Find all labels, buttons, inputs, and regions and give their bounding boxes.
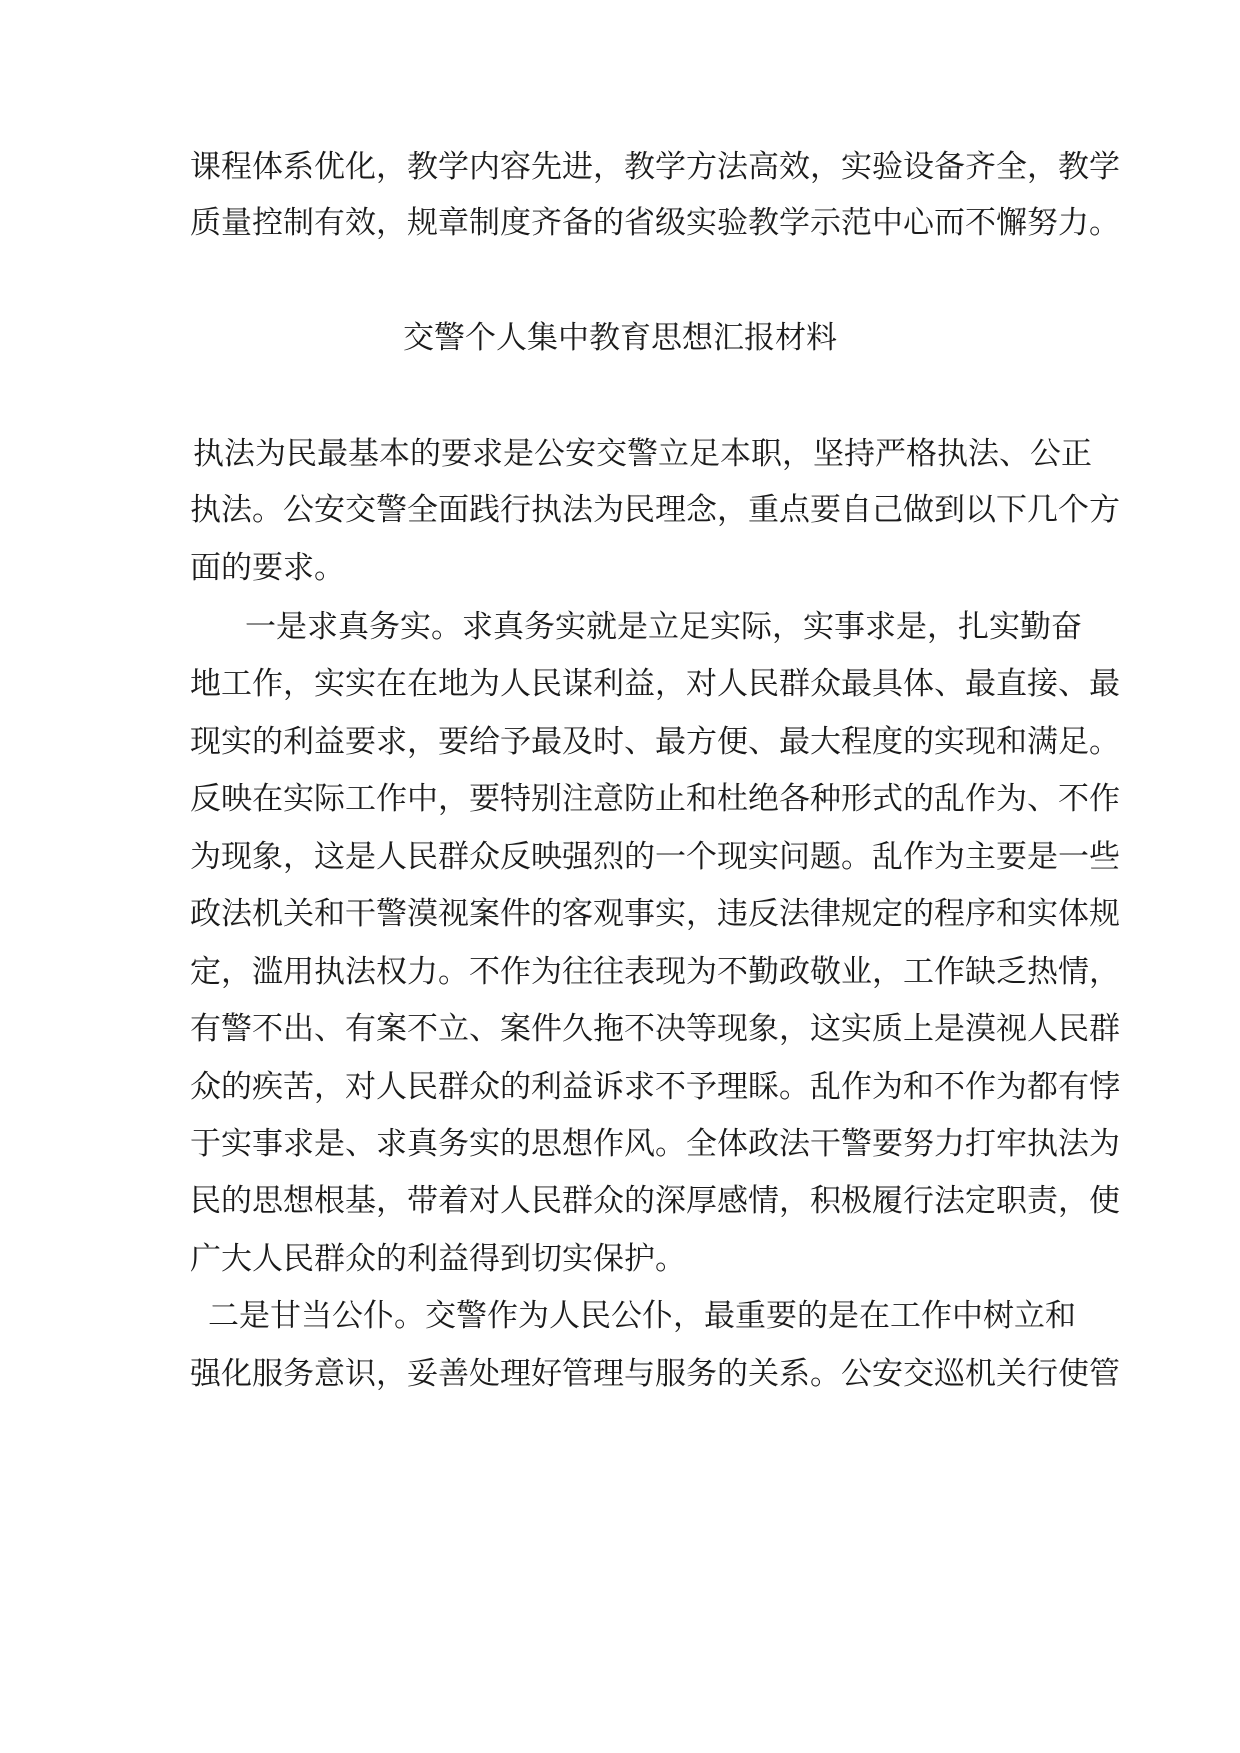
intro-line-1: 课程体系优化，教学内容先进，教学方法高效，实验设备齐全，教学 <box>190 149 1120 185</box>
paragraph2-line-3: 现实的利益要求，要给予最及时、最方便、最大程度的实现和满足。 <box>190 724 1120 760</box>
document-title: 交警个人集中教育思想汇报材料 <box>403 320 837 356</box>
paragraph2-line-2: 地工作，实实在在地为人民谋利益，对人民群众最具体、最直接、最 <box>190 666 1120 702</box>
paragraph3-line-1: 二是甘当公仆。交警作为人民公仆，最重要的是在工作中树立和 <box>208 1298 1076 1334</box>
paragraph1-line-1: 执法为民最基本的要求是公安交警立足本职，坚持严格执法、公正 <box>193 436 1092 472</box>
paragraph2-line-4: 反映在实际工作中，要特别注意防止和杜绝各种形式的乱作为、不作 <box>190 781 1120 817</box>
paragraph2-line-12: 广大人民群众的利益得到切实保护。 <box>190 1241 686 1277</box>
paragraph1-line-3: 面的要求。 <box>190 550 345 586</box>
paragraph2-line-9: 众的疾苦，对人民群众的利益诉求不予理睬。乱作为和不作为都有悖 <box>190 1069 1120 1105</box>
intro-line-2: 质量控制有效，规章制度齐备的省级实验教学示范中心而不懈努力。 <box>190 205 1120 241</box>
paragraph2-line-1: 一是求真务实。求真务实就是立足实际，实事求是，扎实勤奋 <box>245 609 1082 645</box>
paragraph2-line-8: 有警不出、有案不立、案件久拖不决等现象，这实质上是漠视人民群 <box>190 1011 1120 1047</box>
paragraph2-line-6: 政法机关和干警漠视案件的客观事实，违反法律规定的程序和实体规 <box>190 896 1120 932</box>
paragraph2-line-7: 定，滥用执法权力。不作为往往表现为不勤政敬业，工作缺乏热情， <box>190 954 1120 990</box>
paragraph2-line-11: 民的思想根基，带着对人民群众的深厚感情，积极履行法定职责，使 <box>190 1183 1120 1219</box>
paragraph2-line-10: 于实事求是、求真务实的思想作风。全体政法干警要努力打牢执法为 <box>190 1126 1120 1162</box>
paragraph3-line-2: 强化服务意识，妥善处理好管理与服务的关系。公安交巡机关行使管 <box>190 1356 1120 1392</box>
paragraph2-line-5: 为现象，这是人民群众反映强烈的一个现实问题。乱作为主要是一些 <box>190 839 1120 875</box>
paragraph1-line-2: 执法。公安交警全面践行执法为民理念，重点要自己做到以下几个方 <box>190 492 1120 528</box>
